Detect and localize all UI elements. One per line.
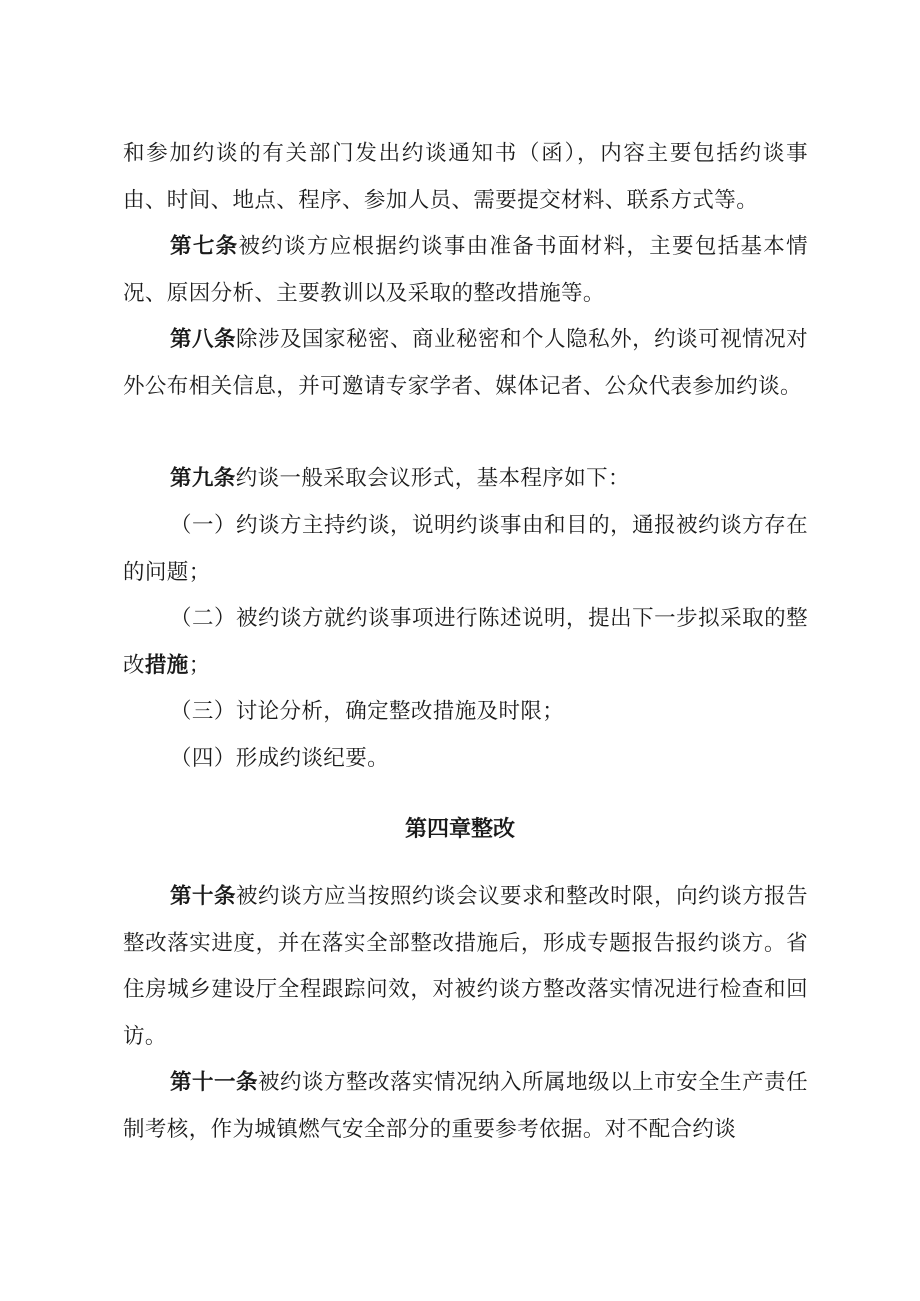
article-number: 第九条 — [170, 466, 236, 491]
list-item-3 — [123, 689, 808, 736]
article-text: 除涉及国家秘密、商业秘密和个人隐私外，约谈可视情况对外公布相关信息，并可邀请专家学者、媒体记者、公众代表参加约谈。 — [123, 327, 808, 399]
list-item-4 — [123, 736, 808, 783]
list-item-text: （一）约谈方主持约谈，说明约谈事由和目的，通报被约谈方存在的问题； — [123, 513, 808, 585]
article-text: 被约谈方整改落实情况纳入所属地级以上市安全生产责任制考核，作为城镇燃气安全部分的重要参考依据。对不配合约谈 — [123, 1070, 808, 1142]
paragraph-continuation — [123, 131, 808, 224]
article-8 — [123, 317, 808, 410]
paragraph-text: 和参加约谈的有关部门发出约谈通知书（函），内容主要包括约谈事由、时间、地点、程序、参加人员、需要提交材料、联系方式等。 — [123, 141, 808, 213]
list-item-text: （二）被约谈方就约谈事项进行陈述说明，提出下一步拟采取的整改 — [123, 606, 808, 678]
article-number: 第八条 — [170, 327, 237, 352]
list-item-text: （四）形成约谈纪要。 — [170, 746, 390, 771]
article-number: 第十条 — [170, 884, 237, 909]
article-9 — [123, 456, 808, 503]
article-7 — [123, 224, 808, 317]
list-item-2 — [123, 596, 808, 689]
article-text: 约谈一般采取会议形式，基本程序如下： — [235, 466, 630, 491]
article-10 — [123, 874, 808, 1060]
list-item-1 — [123, 503, 808, 596]
article-number: 第十一条 — [170, 1070, 259, 1095]
article-11 — [123, 1060, 808, 1153]
article-number: 第七条 — [170, 234, 239, 259]
list-item-tail: ； — [188, 652, 211, 678]
chapter-title: 第四章整改 — [404, 817, 515, 842]
list-item-text: （三）讨论分析，确定整改措施及时限； — [170, 699, 565, 724]
article-text: 被约谈方应根据约谈事由准备书面材料，主要包括基本情况、原因分析、主要教训以及采取的整改措施等。 — [123, 234, 808, 306]
list-item-bold-word: 措施 — [144, 652, 189, 678]
article-text: 被约谈方应当按照约谈会议要求和整改时限，向约谈方报告整改落实进度，并在落实全部整改措施后，形成专题报告报约谈方。省住房城乡建设厅全程跟踪问效，对被约谈方整改落实情况进行检查和回访。 — [123, 884, 808, 1049]
